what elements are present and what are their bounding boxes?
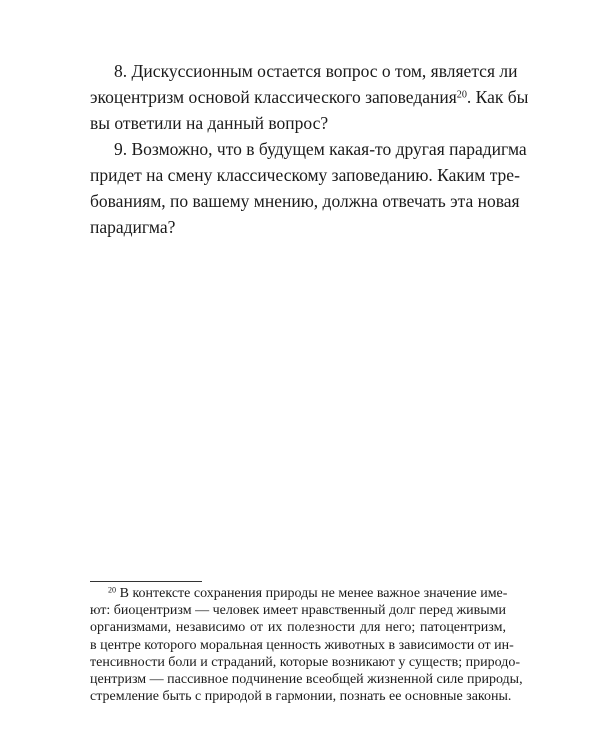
footnote-line <box>90 602 506 619</box>
line-text: 8. Дискуссионным остается вопрос о том, является ли <box>114 61 518 81</box>
footnote-text: стремление быть с природой в гармонии, познать ее основные законы. <box>90 689 512 705</box>
paragraph-line <box>90 162 520 188</box>
line-text: придет на смену классическому заповеданию. Каким тре- <box>90 165 520 185</box>
line-text: вы ответили на данный вопрос? <box>90 113 329 133</box>
footnote-text: В контексте сохранения природы не менее важное значение име- <box>116 586 508 601</box>
main-text <box>90 58 529 240</box>
paragraph-8 <box>90 58 529 136</box>
footnote-divider <box>90 581 202 582</box>
line-text: парадигма? <box>90 217 176 237</box>
footnote-text: в центре которого моральная ценность животных в зависимости от ин- <box>90 637 514 653</box>
paragraph-line <box>90 110 506 136</box>
line-text: экоцентризм основой классического заповедания <box>90 87 457 107</box>
paragraph-line <box>90 136 527 162</box>
footnote-text: организмами, независимо от их полезности для него; патоцентризм, <box>90 620 506 636</box>
paragraph-line <box>90 58 518 84</box>
footnote-line <box>90 671 523 688</box>
paragraph-line <box>90 188 520 214</box>
footnote-line <box>90 619 506 636</box>
footnote-text: тенсивности боли и страданий, которые возникают у существ; природо- <box>90 654 521 670</box>
footnote-reference: 20 <box>456 89 467 101</box>
paragraph-line <box>90 84 529 110</box>
footnote-text: центризм — пассивное подчинение всеобщей жизненной силе природы, <box>90 671 523 687</box>
footnote-marker: 20 <box>108 585 117 595</box>
line-text: . Как бы <box>466 87 529 107</box>
paragraph-9 <box>90 136 527 240</box>
footnote-line <box>90 637 514 654</box>
footnote-line <box>90 585 506 602</box>
line-text: 9. Возможно, что в будущем какая-то другая парадигма <box>114 139 527 159</box>
footnote-text: ют: биоцентризм — человек имеет нравственный долг перед живыми <box>90 603 507 619</box>
footnote-20 <box>90 585 523 705</box>
footnote-line <box>90 688 512 705</box>
paragraph-line <box>90 214 506 240</box>
footnote-line <box>90 654 521 671</box>
line-text: бованиям, по вашему мнению, должна отвечать эта новая <box>90 191 520 211</box>
